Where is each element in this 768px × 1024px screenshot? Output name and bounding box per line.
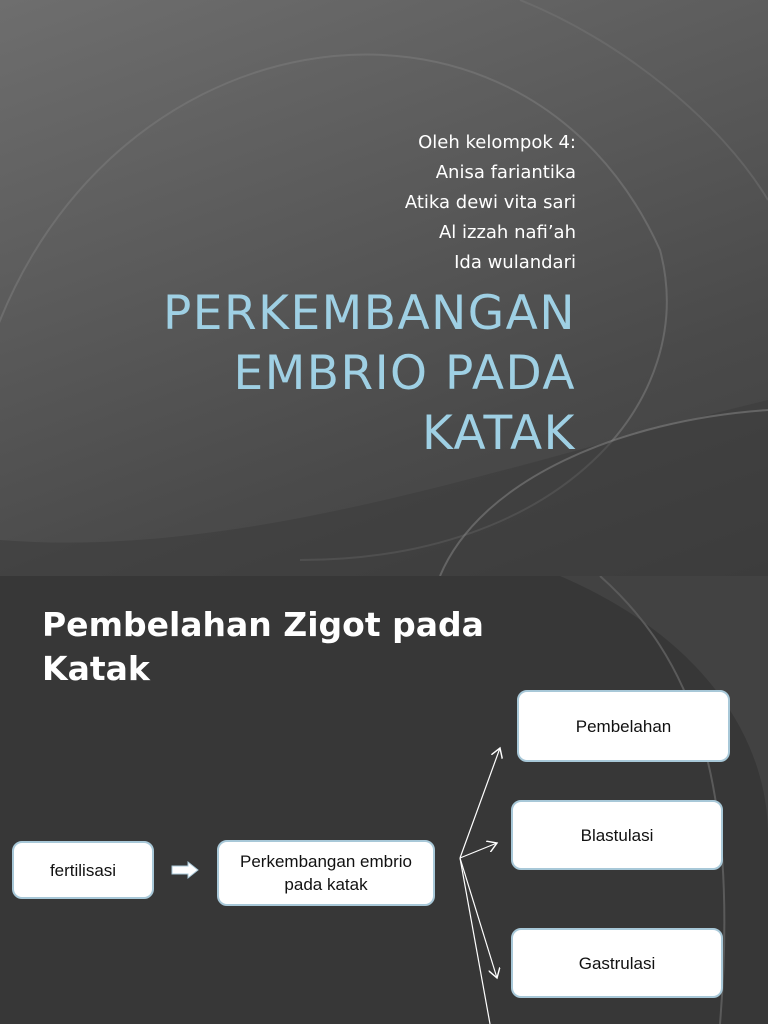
author-name: Atika dewi vita sari <box>404 192 576 213</box>
perkembangan-box: Perkembangan embrio pada katak <box>217 840 435 906</box>
title-line: PERKEMBANGAN <box>162 286 576 341</box>
connector-blastulasi <box>460 843 497 858</box>
slide-title: Pembelahan Zigot pada Katak <box>42 605 484 688</box>
blastulasi-box: Blastulasi <box>511 800 723 870</box>
pembelahan-box: Pembelahan <box>517 690 730 762</box>
gastrulasi-box: Gastrulasi <box>511 928 723 998</box>
connector-pembelahan <box>460 748 500 858</box>
fertilisasi-box: fertilisasi <box>12 841 154 899</box>
author-name: Anisa fariantika <box>435 162 576 183</box>
author-name: Al izzah nafi’ah <box>438 222 576 243</box>
author-heading: Oleh kelompok 4: <box>418 132 576 153</box>
title-line: KATAK <box>421 406 576 461</box>
right-arrow-icon <box>170 860 200 880</box>
title-line: EMBRIO PADA <box>233 346 576 401</box>
author-name: Ida wulandari <box>454 252 576 273</box>
